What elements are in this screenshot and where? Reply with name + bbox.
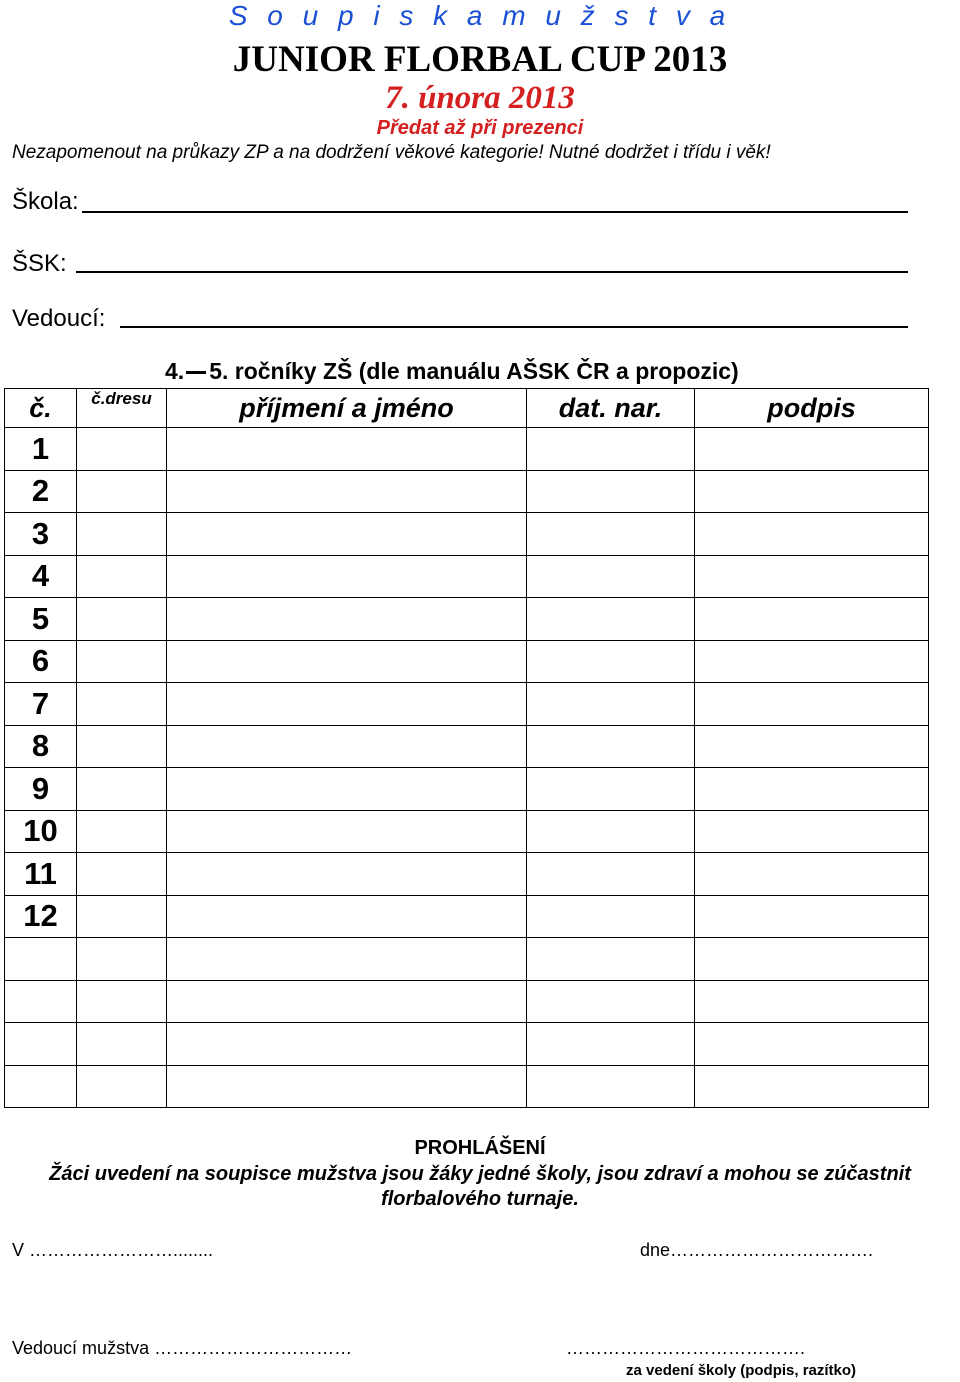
row-number: 11 xyxy=(5,853,77,896)
name-cell[interactable] xyxy=(167,470,527,513)
table-row xyxy=(5,598,929,641)
name-cell[interactable] xyxy=(167,598,527,641)
table-row xyxy=(5,853,929,896)
row-number: 8 xyxy=(5,725,77,768)
row-number: 2 xyxy=(5,470,77,513)
name-cell[interactable] xyxy=(167,640,527,683)
table-row xyxy=(5,555,929,598)
row-number: 6 xyxy=(5,640,77,683)
declaration-title: PROHLÁŠENÍ xyxy=(414,1137,546,1159)
table-row xyxy=(5,640,929,683)
birth-date-cell[interactable] xyxy=(527,810,695,853)
jersey-cell[interactable] xyxy=(77,725,167,768)
blank-number-cell[interactable] xyxy=(5,1065,77,1108)
birth-date-cell[interactable] xyxy=(527,555,695,598)
school-label: Škola: xyxy=(12,188,79,215)
name-cell[interactable] xyxy=(167,725,527,768)
school-field-line[interactable] xyxy=(82,211,908,213)
declaration-text xyxy=(0,1162,960,1212)
table-row xyxy=(5,895,929,938)
table-row xyxy=(5,768,929,811)
submission-notice: Předat až při prezenci xyxy=(376,117,584,139)
jersey-cell[interactable] xyxy=(77,938,167,981)
leader-field-line[interactable] xyxy=(120,326,908,328)
jersey-cell[interactable] xyxy=(77,640,167,683)
blank-number-cell[interactable] xyxy=(5,938,77,981)
table-header-row xyxy=(5,389,929,428)
blank-number-cell[interactable] xyxy=(5,980,77,1023)
name-cell[interactable] xyxy=(167,768,527,811)
document-title: JUNIOR FLORBAL CUP 2013 xyxy=(232,39,728,80)
signature-cell[interactable] xyxy=(695,640,929,683)
jersey-cell[interactable] xyxy=(77,768,167,811)
signature-cell[interactable] xyxy=(695,1023,929,1066)
signature-cell[interactable] xyxy=(695,725,929,768)
birth-date-cell[interactable] xyxy=(527,598,695,641)
school-signature-caption: za vedení školy (podpis, razítko) xyxy=(626,1362,857,1379)
birth-date-cell[interactable] xyxy=(527,725,695,768)
signature-cell[interactable] xyxy=(695,895,929,938)
row-number: 3 xyxy=(5,513,77,556)
ssk-label: ŠSK: xyxy=(12,250,67,277)
signature-cell[interactable] xyxy=(695,470,929,513)
birth-date-cell[interactable] xyxy=(527,513,695,556)
jersey-cell[interactable] xyxy=(77,428,167,471)
row-number: 12 xyxy=(5,895,77,938)
name-cell[interactable] xyxy=(167,853,527,896)
table-row-blank xyxy=(5,1023,929,1066)
name-cell[interactable] xyxy=(167,513,527,556)
birth-date-cell[interactable] xyxy=(527,640,695,683)
birth-date-cell[interactable] xyxy=(527,470,695,513)
grades-from: 4. xyxy=(165,358,185,384)
name-cell[interactable] xyxy=(167,428,527,471)
jersey-cell[interactable] xyxy=(77,853,167,896)
signature-cell[interactable] xyxy=(695,598,929,641)
row-number: 4 xyxy=(5,555,77,598)
blank-number-cell[interactable] xyxy=(5,1023,77,1066)
table-row xyxy=(5,810,929,853)
name-cell[interactable] xyxy=(167,895,527,938)
table-row xyxy=(5,725,929,768)
birth-date-cell[interactable] xyxy=(527,853,695,896)
signature-cell[interactable] xyxy=(695,810,929,853)
name-cell[interactable] xyxy=(167,810,527,853)
header-birth-date: dat. nar. xyxy=(527,389,695,428)
signature-cell[interactable] xyxy=(695,938,929,981)
header-signature: podpis xyxy=(695,389,929,428)
date-field[interactable]: dne……………………………. xyxy=(640,1240,874,1260)
birth-date-cell[interactable] xyxy=(527,1023,695,1066)
header-number: č. xyxy=(5,389,77,428)
name-cell[interactable] xyxy=(167,1065,527,1108)
grades-note xyxy=(165,358,739,385)
birth-date-cell[interactable] xyxy=(527,895,695,938)
signature-cell[interactable] xyxy=(695,768,929,811)
birth-date-cell[interactable] xyxy=(527,683,695,726)
leader-label: Vedoucí: xyxy=(12,305,106,332)
grades-dash xyxy=(186,371,206,374)
jersey-cell[interactable] xyxy=(77,1023,167,1066)
signature-cell[interactable] xyxy=(695,513,929,556)
signature-cell[interactable] xyxy=(695,555,929,598)
team-leader-signature-field[interactable]: Vedoucí mužstva …………………………… xyxy=(12,1338,353,1358)
declaration-line-2: florbalového turnaje. xyxy=(381,1188,579,1210)
row-number: 1 xyxy=(5,428,77,471)
birth-date-cell[interactable] xyxy=(527,938,695,981)
name-cell[interactable] xyxy=(167,555,527,598)
header-jersey-number: č.dresu xyxy=(77,389,167,428)
signature-cell[interactable] xyxy=(695,683,929,726)
jersey-cell[interactable] xyxy=(77,1065,167,1108)
jersey-cell[interactable] xyxy=(77,555,167,598)
row-number: 10 xyxy=(5,810,77,853)
grades-to: 5. ročníky ZŠ (dle manuálu AŠSK ČR a propozic) xyxy=(209,358,739,384)
requirements-notice: Nezapomenout na průkazy ZP a na dodržení věkové kategorie! Nutné dodržet i třídu i věk! xyxy=(12,142,771,163)
roster-table xyxy=(4,388,929,1108)
birth-date-cell[interactable] xyxy=(527,768,695,811)
signature-cell[interactable] xyxy=(695,853,929,896)
birth-date-cell[interactable] xyxy=(527,428,695,471)
table-row xyxy=(5,470,929,513)
place-field[interactable]: V ……………………........ xyxy=(12,1240,214,1260)
table-row-blank xyxy=(5,1065,929,1108)
table-row-blank xyxy=(5,938,929,981)
row-number: 7 xyxy=(5,683,77,726)
table-row xyxy=(5,428,929,471)
name-cell[interactable] xyxy=(167,938,527,981)
jersey-cell[interactable] xyxy=(77,470,167,513)
birth-date-cell[interactable] xyxy=(527,1065,695,1108)
event-date: 7. února 2013 xyxy=(385,80,575,116)
document-subtitle: S o u p i s k a m u ž s t v a xyxy=(228,0,732,31)
jersey-cell[interactable] xyxy=(77,513,167,556)
jersey-cell[interactable] xyxy=(77,810,167,853)
table-row xyxy=(5,513,929,556)
school-signature-field[interactable]: …………………………………. xyxy=(566,1338,806,1358)
name-cell[interactable] xyxy=(167,1023,527,1066)
name-cell[interactable] xyxy=(167,980,527,1023)
signature-cell[interactable] xyxy=(695,980,929,1023)
jersey-cell[interactable] xyxy=(77,980,167,1023)
jersey-cell[interactable] xyxy=(77,895,167,938)
birth-date-cell[interactable] xyxy=(527,980,695,1023)
signature-cell[interactable] xyxy=(695,1065,929,1108)
signature-cell[interactable] xyxy=(695,428,929,471)
row-number: 9 xyxy=(5,768,77,811)
header-name: příjmení a jméno xyxy=(167,389,527,428)
table-row xyxy=(5,683,929,726)
name-cell[interactable] xyxy=(167,683,527,726)
jersey-cell[interactable] xyxy=(77,598,167,641)
ssk-field-line[interactable] xyxy=(76,271,908,273)
declaration-line-1: Žáci uvedení na soupisce mužstva jsou žáky jedné školy, jsou zdraví a mohou se zúčastnit xyxy=(49,1163,911,1185)
table-row-blank xyxy=(5,980,929,1023)
jersey-cell[interactable] xyxy=(77,683,167,726)
row-number: 5 xyxy=(5,598,77,641)
